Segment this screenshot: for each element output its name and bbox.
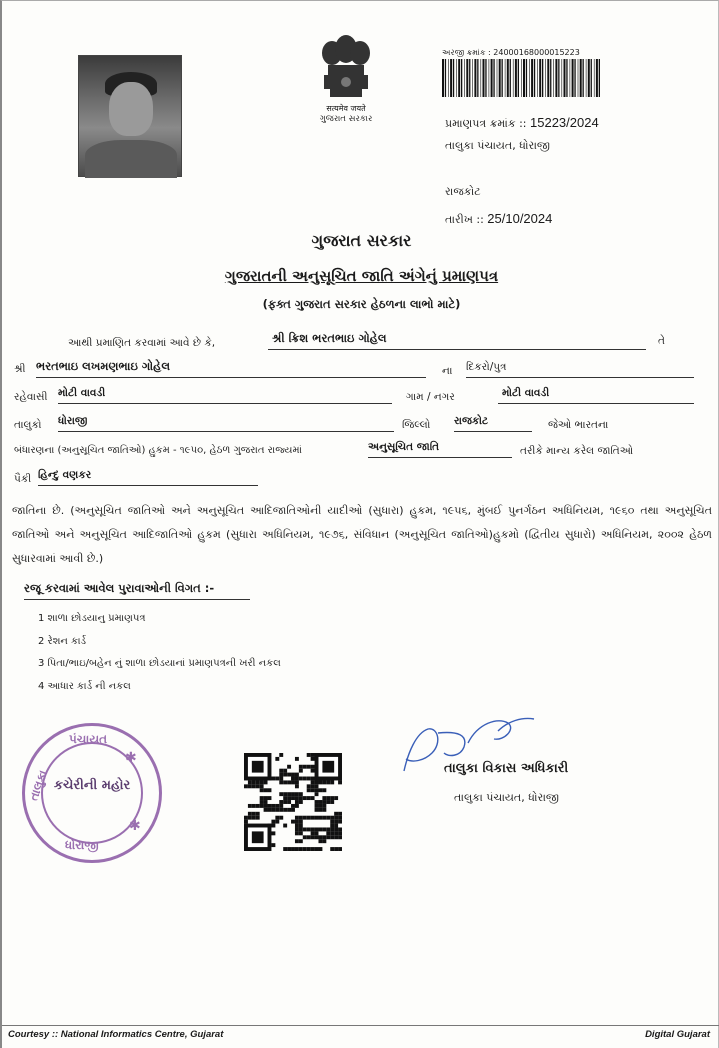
recognized-label: તરીકે માન્ય કરેલ જાતિઓ	[520, 445, 634, 457]
legal-paragraph: જાતિના છે. (અનુસૂચિત જાતિઓ અને અનુસૂચિત આદિજાતિઓની યાદીઓ (સુધારા) હુકમ, ૧૯૫૬, મુંબઈ પુનર્ગઠન અધિનિયમ, ૧૯૬૦ તથા અનુસૂચિત જાતિઓ અને અનુસૂચિત આદિજાતિઓ હુકમ (સુધારા અધિનિયમ, ૧૯૭૬, સંવિધાન (અનુસૂચિત જાતિઓ)હુકમો (દ્વિતીય સુધારો) અધિનિયમ, ૨૦૦૨ હેઠળ સુધારવામાં આવી છે.)	[12, 504, 712, 565]
evidence-item: 1 શાળા છોડયાનુ પ્રમાણપત્ર	[38, 613, 146, 624]
star-icon: ✱	[125, 750, 137, 766]
seal-center-text: કચેરીની મહોર	[53, 778, 131, 793]
seal-ring-top: પંચાયત	[69, 732, 108, 746]
taluka-label: તાલુકો	[14, 419, 42, 431]
date-value: 25/10/2024	[487, 211, 553, 226]
signatory-designation: તાલુકા વિકાસ અધિકારી	[444, 761, 569, 776]
certificate-number	[445, 115, 599, 131]
district-label: જિલ્લો	[402, 419, 431, 431]
caste-category: અનુસૂચિત જાતિ	[368, 441, 512, 458]
signatory-office: તાલુકા પંચાયત, ધોરાજી	[454, 791, 559, 804]
evidence-item: 2 રેશન કાર્ડ	[38, 636, 87, 647]
te-label: તે	[658, 335, 665, 347]
resident-value: મોટી વાવડી	[58, 387, 392, 404]
father-name: ભરતભાઇ લખમણભાઇ ગોહેલ	[36, 359, 426, 378]
barcode	[442, 59, 602, 97]
certificate-title: ગુજરાતની અનુસૂચિત જાતિ અંગેનું પ્રમાણપત્ર	[224, 267, 499, 285]
applicant-photo	[78, 55, 182, 177]
seal-ring-bottom: ધોરાજી	[65, 838, 99, 852]
seal-ring-left: તાલુકા	[26, 768, 51, 803]
application-number: અરજી ક્રમાંક : 24000168000015223	[442, 48, 580, 57]
holder-name: શ્રી ક્રિશ ભરતભાઇ ગોહેલ	[268, 331, 646, 350]
order-label: બંધારણના (અનુસૂચિત જાતિઓ) હુકમ - ૧૯૫૦, હેઠળ ગુજરાત રાજ્યમાં	[14, 445, 302, 456]
issuing-district: રાજકોટ	[445, 185, 481, 198]
cert-no-label: પ્રમાણપત્ર ક્રમાંક ::	[445, 117, 527, 130]
district-value: રાજકોટ	[454, 415, 532, 432]
india-label: જેઓ ભારતના	[548, 419, 609, 431]
footer-courtesy: Courtesy :: National Informatics Centre, Gujarat	[8, 1029, 224, 1040]
emblem-motto: सत्यमेव जयते	[326, 104, 366, 113]
issue-date	[445, 211, 552, 227]
office-seal	[22, 723, 162, 863]
village-value: મોટી વાવડી	[498, 387, 694, 404]
qr-code	[244, 753, 342, 851]
footer-divider	[2, 1025, 719, 1026]
evidence-title: રજૂ કરવામાં આવેલ પુરાવાઓની વિગત :-	[24, 581, 250, 600]
resident-label: રહેવાસી	[14, 391, 48, 403]
caste-value: હિન્દુ વણકર	[38, 469, 258, 486]
government-heading: ગુજરાત સરકાર	[311, 231, 412, 250]
evidence-item: 3 પિતા/ભાઇ/બહેન નું શાળા છોડયાનાં પ્રમાણપત્રની ખરી નકલ	[38, 658, 281, 669]
taluka-value: ધોરાજી	[58, 415, 394, 432]
relation: દિકરો/પુત્ર	[466, 361, 694, 378]
footer-brand: Digital Gujarat	[645, 1029, 710, 1040]
shri-label: શ્રી	[14, 363, 26, 375]
na-label: ના	[442, 365, 453, 377]
issuing-office: તાલુકા પંચાયત, ધોરાજી	[445, 139, 550, 152]
evidence-item: 4 આધાર કાર્ડ ની નકલ	[38, 681, 131, 692]
date-label: તારીખ ::	[445, 213, 484, 226]
emblem-caption: ગુજરાત સરકાર	[319, 114, 373, 124]
intro-label: આથી પ્રમાણિત કરવામાં આવે છે કે,	[68, 337, 216, 349]
certificate-subtitle: (ફક્ત ગુજરાત સરકાર હેઠળના લાભો માટે)	[262, 297, 461, 311]
village-label: ગામ / નગર	[406, 391, 455, 403]
among-label: પૈકી	[14, 473, 32, 485]
cert-no-value: 15223/2024	[530, 115, 599, 130]
star-icon: ✱	[129, 818, 141, 834]
